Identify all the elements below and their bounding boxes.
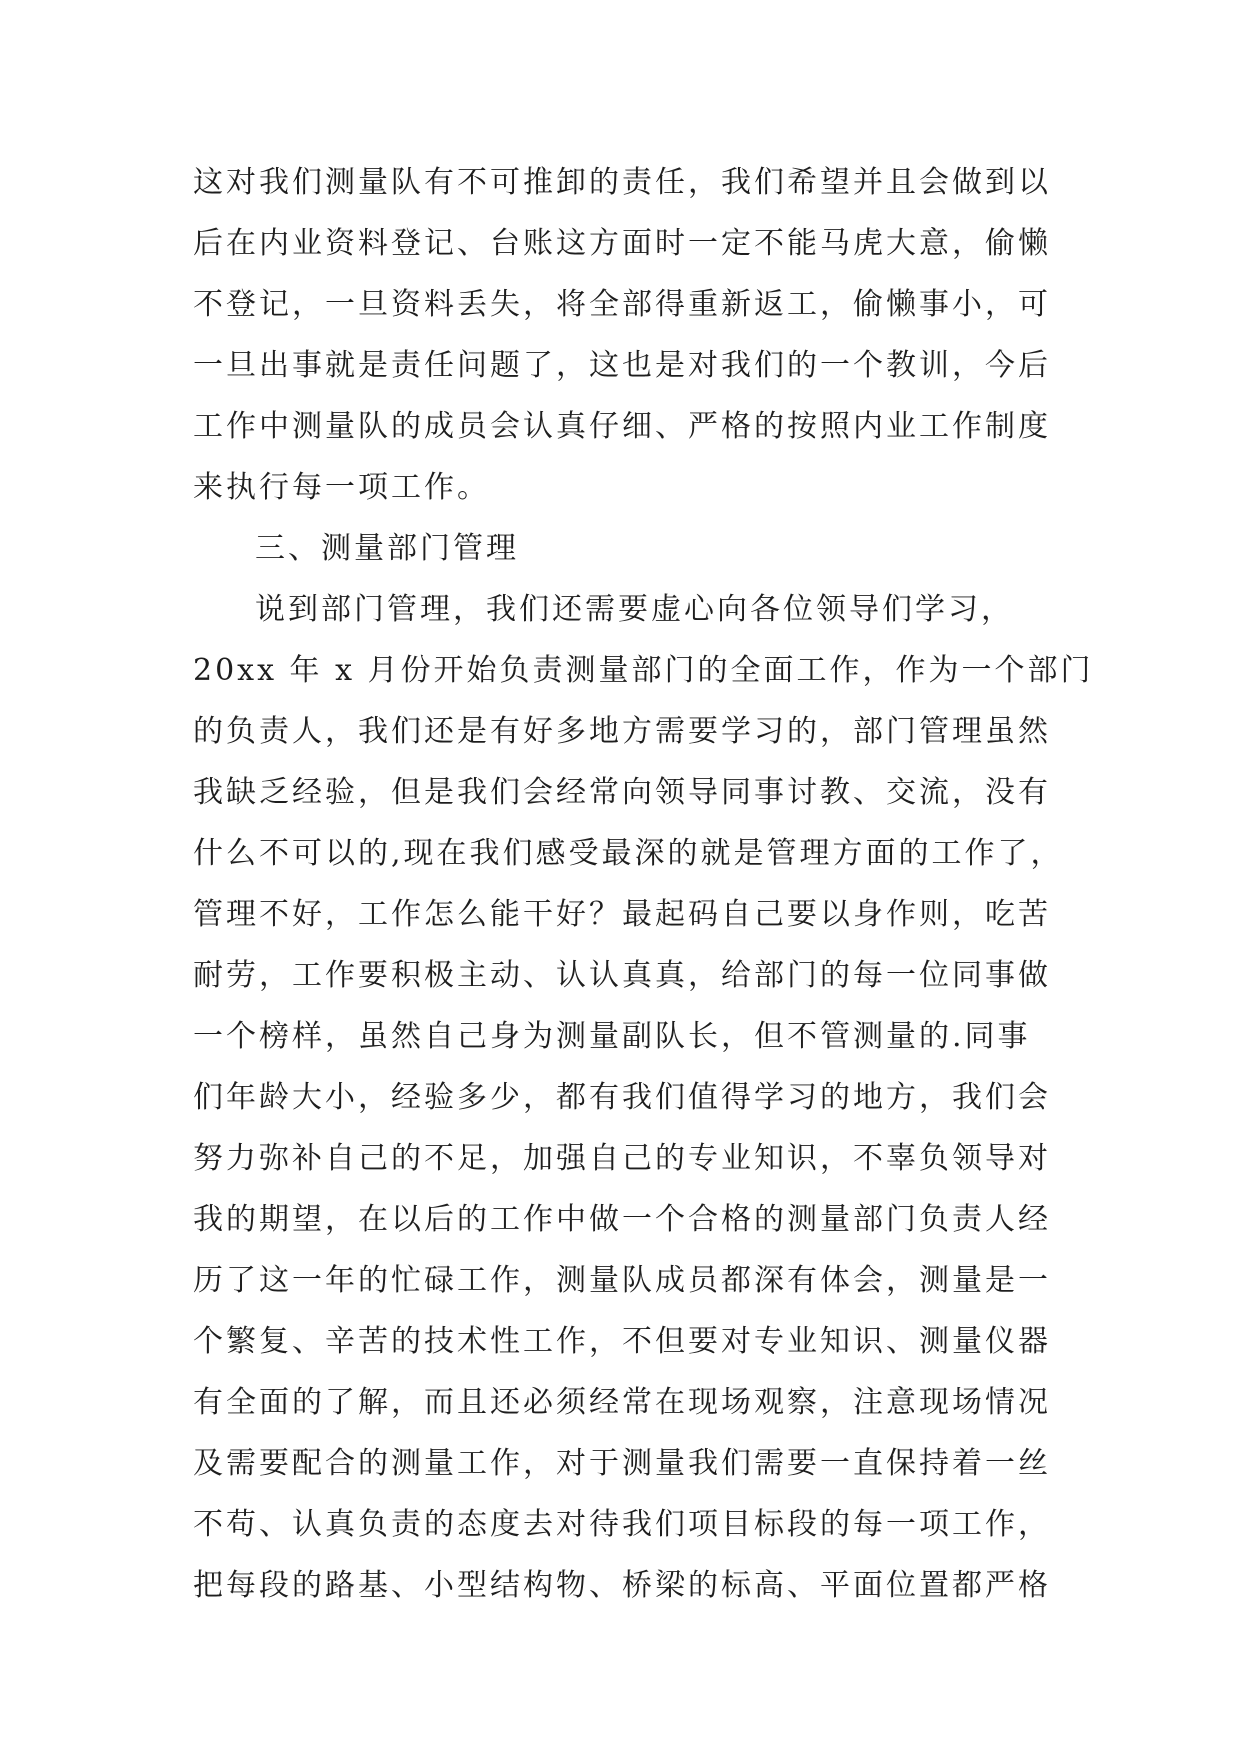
- text-line: 努力弥补自己的不足，加强自己的专业知识，不辜负领导对: [193, 1141, 1051, 1176]
- text-line: 历了这一年的忙碌工作，测量队成员都深有体会，测量是一: [193, 1263, 1051, 1298]
- body-text: [193, 152, 1094, 1616]
- text-line: 们年龄大小，经验多少，都有我们值得学习的地方，我们会: [193, 1080, 1051, 1115]
- text-line: 一个榜样，虽然自己身为测量副队长，但不管测量的.同事: [193, 1019, 1031, 1054]
- text-line: 把每段的路基、小型结构物、桥梁的标高、平面位置都严格: [193, 1568, 1051, 1603]
- text-line: 20xx 年 x 月份开始负责测量部门的全面工作，作为一个部门: [193, 653, 1094, 688]
- text-line: 不苟、认真负责的态度去对待我们项目标段的每一项工作，: [193, 1507, 1051, 1542]
- paragraph-first-line: 说到部门管理，我们还需要虚心向各位领导们学习，: [255, 592, 1014, 627]
- text-line: 个繁复、辛苦的技术性工作，不但要对专业知识、测量仪器: [193, 1324, 1051, 1359]
- text-line: 这对我们测量队有不可推卸的责任，我们希望并且会做到以: [193, 165, 1051, 200]
- text-line: 什么不可以的,现在我们感受最深的就是管理方面的工作了，: [193, 836, 1064, 871]
- text-line: 工作中测量队的成员会认真仔细、严格的按照内业工作制度: [193, 409, 1051, 444]
- text-line: 后在内业资料登记、台账这方面时一定不能马虎大意，偷懒: [193, 226, 1051, 261]
- text-line: 我的期望，在以后的工作中做一个合格的测量部门负责人经: [193, 1202, 1051, 1237]
- text-line: 耐劳，工作要积极主动、认认真真，给部门的每一位同事做: [193, 958, 1051, 993]
- text-line: 的负责人，我们还是有好多地方需要学习的，部门管理虽然: [193, 714, 1051, 749]
- text-line: 不登记，一旦资料丢失，将全部得重新返工，偷懒事小，可: [193, 287, 1051, 322]
- text-line: 管理不好，工作怎么能干好？最起码自己要以身作则，吃苦: [193, 897, 1051, 932]
- text-line: 及需要配合的测量工作，对于测量我们需要一直保持着一丝: [193, 1446, 1051, 1481]
- text-line: 来执行每一项工作。: [193, 470, 490, 505]
- text-line: 我缺乏经验，但是我们会经常向领导同事讨教、交流，没有: [193, 775, 1051, 810]
- section-heading: 三、测量部门管理: [255, 531, 519, 566]
- text-line: 有全面的了解，而且还必须经常在现场观察，注意现场情况: [193, 1385, 1051, 1420]
- text-line: 一旦出事就是责任问题了，这也是对我们的一个教训，今后: [193, 348, 1051, 383]
